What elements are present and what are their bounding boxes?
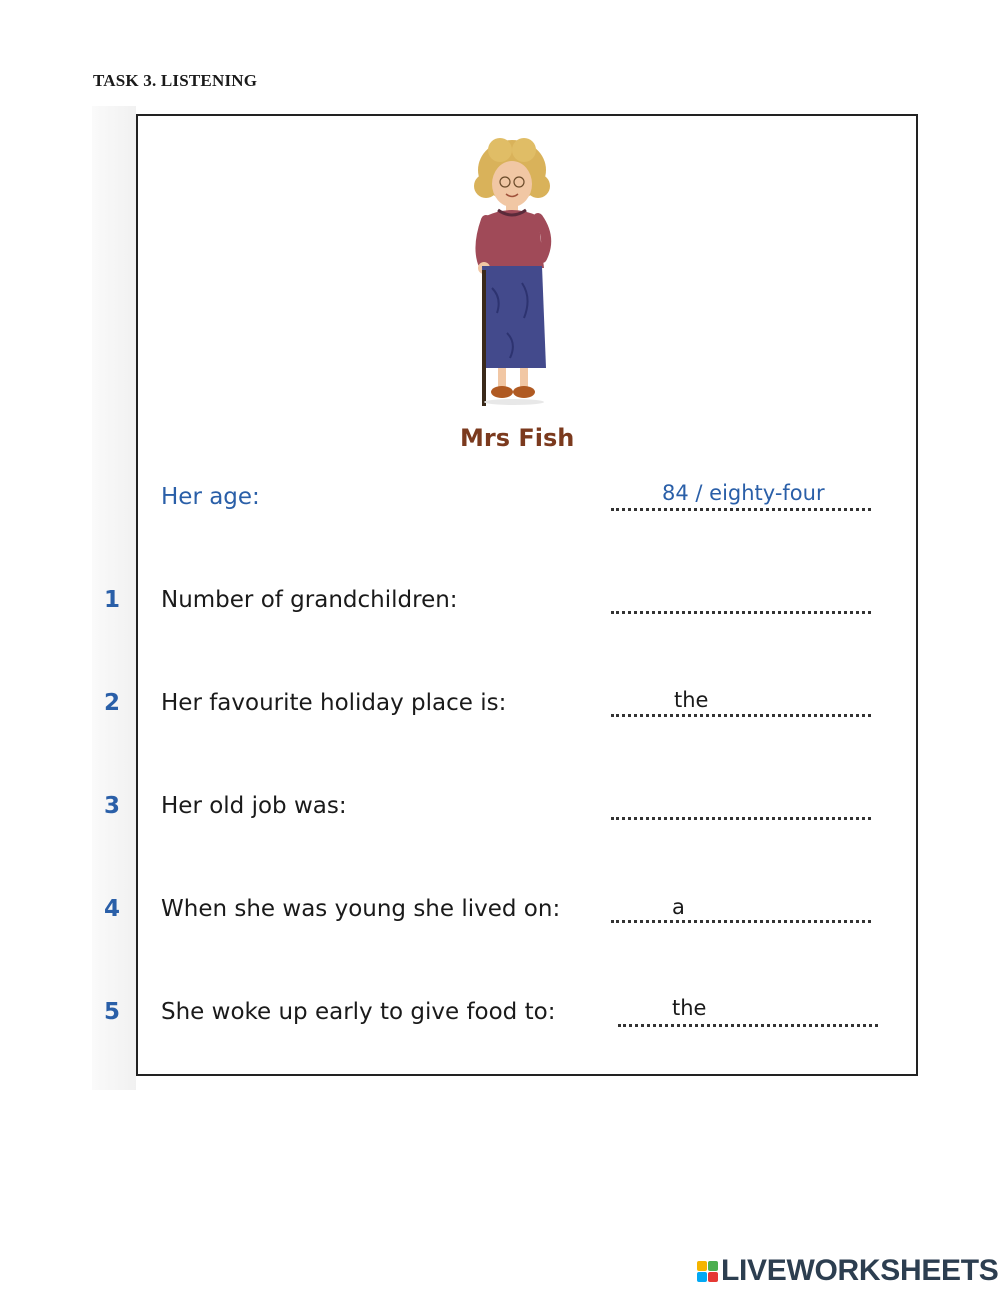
liveworksheets-brand[interactable]: [697, 1254, 999, 1288]
question-number: 2: [104, 690, 121, 716]
answer-field-5[interactable]: [618, 1007, 878, 1027]
question-label: Her favourite holiday place is:: [161, 690, 507, 716]
character-name: Mrs Fish: [460, 424, 575, 452]
answer-field-4[interactable]: [611, 903, 871, 923]
question-number: 5: [104, 999, 121, 1025]
liveworksheets-logo-icon: [697, 1261, 718, 1282]
answer-prefix-4: a: [672, 895, 685, 919]
answer-field-2[interactable]: [611, 697, 871, 717]
grandmother-illustration: [462, 138, 562, 410]
answer-field-1[interactable]: [611, 594, 871, 614]
answer-prefix-2: the: [674, 688, 709, 712]
question-label: When she was young she lived on:: [161, 896, 561, 922]
answer-field-3[interactable]: [611, 800, 871, 820]
task-title: TASK 3. LISTENING: [93, 71, 258, 90]
question-label: She woke up early to give food to:: [161, 999, 556, 1025]
question-number: 4: [104, 896, 121, 922]
example-answer: 84 / eighty-four: [662, 481, 825, 505]
question-label: Number of grandchildren:: [161, 587, 458, 613]
question-label: Her old job was:: [161, 793, 347, 819]
example-label: Her age:: [161, 484, 260, 510]
question-number: 1: [104, 587, 121, 613]
brand-name: LIVEWORKSHEETS: [721, 1254, 999, 1287]
answer-prefix-5: the: [672, 996, 707, 1020]
question-number: 3: [104, 793, 121, 819]
